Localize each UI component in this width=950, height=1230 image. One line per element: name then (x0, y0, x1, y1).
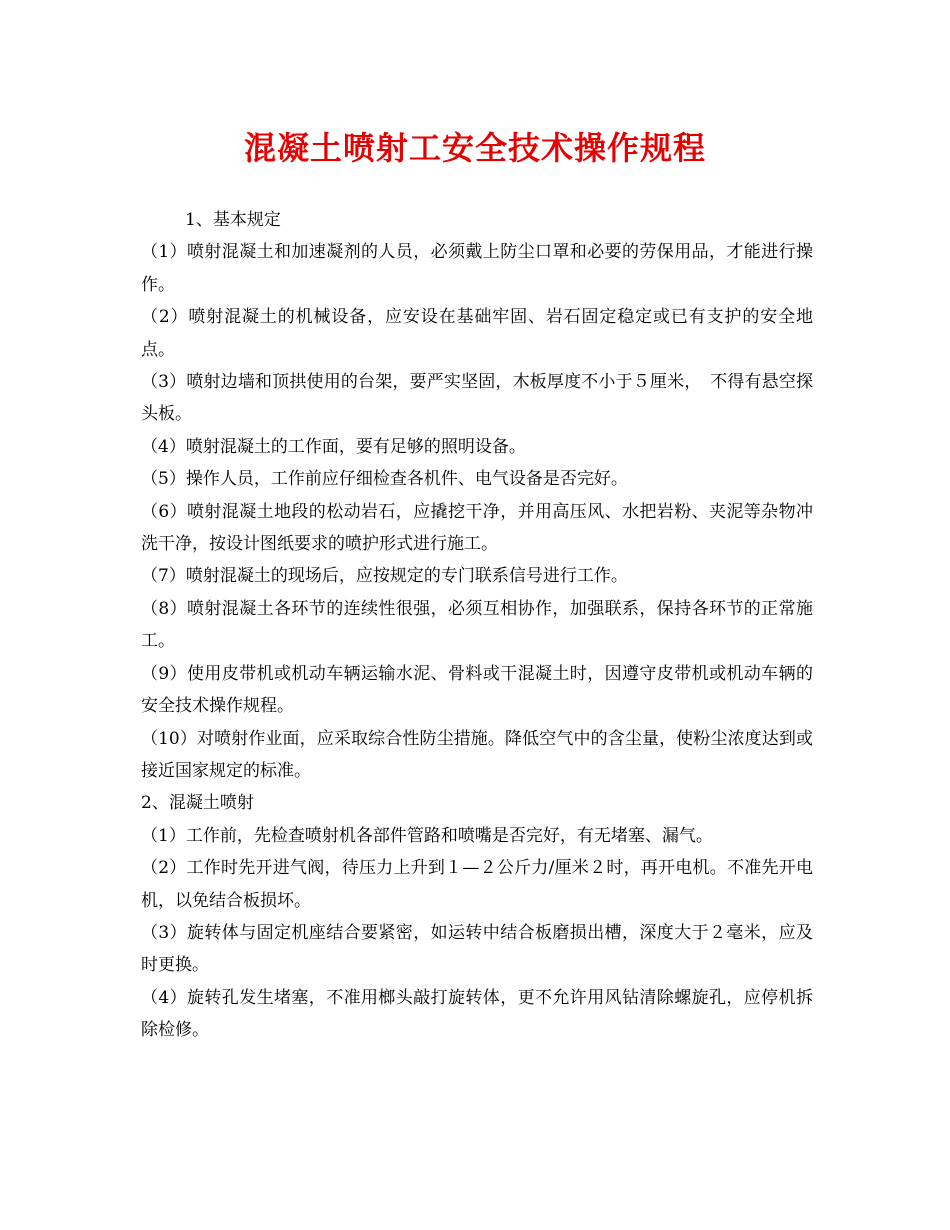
document-title: 混凝土喷射工安全技术操作规程 (243, 129, 706, 167)
paragraph: （8）喷射混凝土各环节的连续性很强，必须互相协作，加强联系，保持各环节的正常施工。 (141, 598, 813, 652)
paragraph: （1）喷射混凝土和加速凝剂的人员，必须戴上防尘口罩和必要的劳保用品，才能进行操作。 (141, 242, 813, 295)
paragraph: （10）对喷射作业面，应采取综合性防尘措施。降低空气中的含尘量，使粉尘浓度达到或接近国家规定的标准。 (141, 728, 813, 781)
paragraph: （4）喷射混凝土的工作面，要有足够的照明设备。 (141, 436, 526, 457)
section-heading: 1、基本规定 (185, 210, 281, 230)
section-heading: 2、混凝土喷射 (141, 793, 254, 814)
document-body (141, 204, 813, 1047)
paragraph: （9）使用皮带机或机动车辆运输水泥、骨料或干混凝土时，因遵守皮带机或机动车辆的安全技术操作规程。 (141, 663, 813, 717)
paragraph: （6）喷射混凝土地段的松动岩石，应撬挖干净，并用高压风、水把岩粉、夹泥等杂物冲洗干净，按设计图纸要求的喷护形式进行施工。 (141, 501, 813, 555)
paragraph: （1）工作前，先检查喷射机各部件管路和喷嘴是否完好，有无堵塞、漏气。 (141, 825, 713, 846)
paragraph: （7）喷射混凝土的现场后，应按规定的专门联系信号进行工作。 (141, 566, 628, 587)
paragraph: （4）旋转孔发生堵塞，不准用榔头敲打旋转体，更不允许用风钻清除螺旋孔，应停机拆除检修。 (141, 987, 813, 1041)
paragraph: （2）工作时先开进气阀，待压力上升到１—２公斤力/厘米２时，再开电机。不准先开电机，以免结合板损坏。 (141, 858, 813, 911)
paragraph: （5）操作人员，工作前应仔细检查各机件、电气设备是否完好。 (141, 469, 628, 490)
paragraph: （3）喷射边墙和顶拱使用的台架，要严实坚固，木板厚度不小于５厘米， 不得有悬空探头板。 (141, 372, 813, 425)
paragraph: （3）旋转体与固定机座结合要紧密，如运转中结合板磨损出槽，深度大于２毫米，应及时更换。 (141, 922, 813, 976)
paragraph: （2）喷射混凝土的机械设备，应安设在基础牢固、岩石固定稳定或已有支护的安全地点。 (141, 307, 813, 360)
